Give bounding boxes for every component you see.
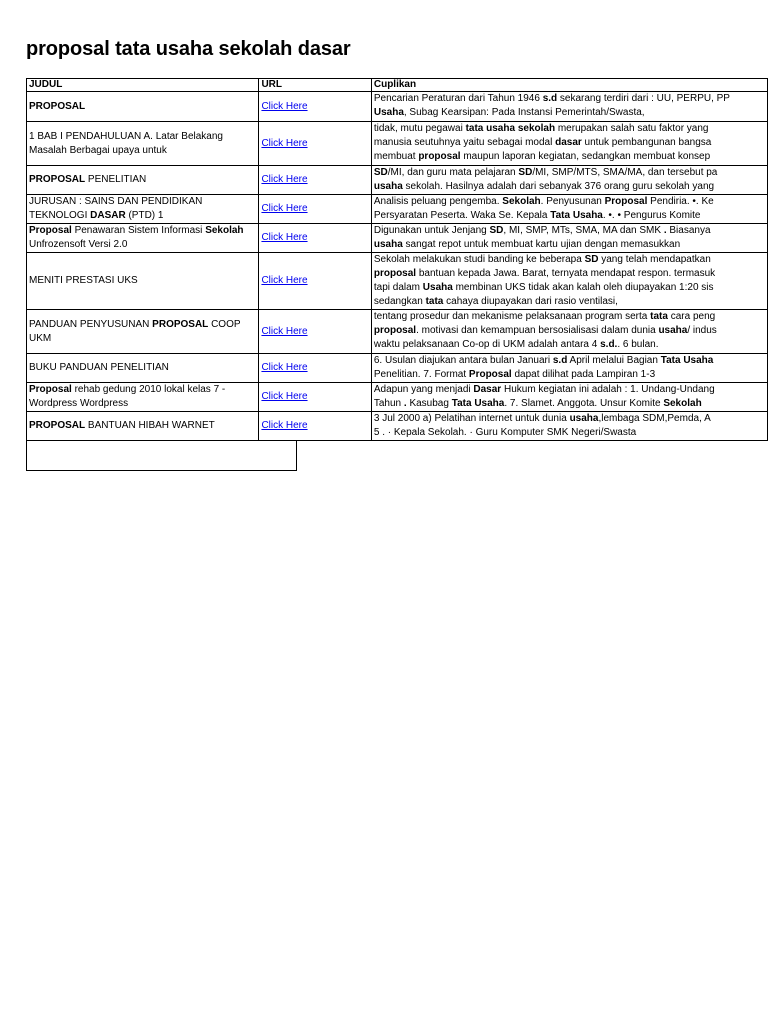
click-here-link[interactable]: Click Here [261,100,308,112]
text-run: Tahun [373,398,404,409]
text-run: Penawaran Sistem Informasi [71,225,206,236]
table-row [27,354,768,383]
click-here-link[interactable]: Click Here [261,325,308,337]
text-run: PANDUAN PENYUSUNAN [29,318,153,330]
text-run: Kasubag [406,398,452,409]
snippet-line [374,224,765,238]
bold-keyword: tata usaha sekolah [465,123,556,134]
bold-keyword: . [403,398,407,409]
text-run: JURUSAN : SAINS DAN PENDIDIKAN TEKNOLOGI [29,196,203,221]
table-row [27,92,768,122]
empty-trailing-cell [26,440,297,471]
text-run: waktu pelaksanaan Co-op di UKM adalah antara 4 [373,339,601,350]
click-here-link[interactable]: Click Here [261,275,308,286]
snippet-line [374,253,765,267]
cell-judul [27,92,259,122]
cell-cuplikan [371,92,767,122]
snippet-line [374,92,765,106]
text-run: BUKU PANDUAN PENELITIAN [29,362,169,373]
text-run: MENITI PRESTASI UKS [29,275,138,286]
text-run: yang telah mendapatkan [598,254,711,265]
cell-judul [27,412,259,441]
header-url: URL [259,79,371,92]
text-run: Pencarian Peraturan dari Tahun 1946 [373,93,543,104]
text-run: Pendiria. •. Ke [647,196,714,207]
bold-keyword: dasar [555,137,582,148]
cell-judul [27,195,259,224]
snippet-line [374,195,765,209]
cell-url [259,383,371,412]
bold-keyword: proposal [373,268,417,279]
page-title: proposal tata usaha sekolah dasar [26,38,351,60]
text-run: 3 Jul 2000 a) Pelatihan internet untuk dunia [373,413,570,424]
bold-keyword: usaha [569,413,599,424]
bold-keyword: Proposal [468,369,512,380]
text-run: . 6 bulan. [617,339,659,350]
bold-keyword: tata [425,296,444,307]
text-run: Unfrozensoft Versi 2.0 [29,239,128,250]
bold-keyword: s.d. [600,339,618,350]
bold-keyword: PROPOSAL [29,420,86,431]
table-row [27,253,768,310]
text-run: sangat repot untuk membuat kartu ujian dengan memasukkan [402,239,681,250]
cell-cuplikan [371,412,767,441]
bold-keyword: s.d [542,93,558,104]
cell-cuplikan [371,253,767,310]
snippet-line [374,310,765,324]
text-run: cara peng [667,311,716,322]
text-run: tidak, mutu pegawai [373,123,466,134]
cell-url [259,412,371,441]
bold-keyword: Proposal [29,225,72,236]
cell-url [259,92,371,122]
bold-keyword: usaha [373,239,403,250]
cell-url [259,310,371,354]
bold-keyword: Proposal [29,384,72,395]
text-run: rehab gedung 2010 lokal kelas 7 - Wordpress Wordpress [29,384,226,409]
bold-keyword: SD [518,167,533,178]
snippet-line [374,136,765,150]
snippet-line [374,166,765,180]
text-run: 1 BAB I PENDAHULUAN A. Latar Belakang Masalah Berbagai upaya untuk [29,130,223,156]
text-run: /MI, dan guru mata pelajaran [387,167,519,178]
text-run: 6. Usulan diajukan antara bulan Januari [373,355,553,366]
table-row [27,310,768,354]
snippet-line [374,354,765,368]
cell-cuplikan [371,195,767,224]
text-run: 5 . · Kepala Sekolah. · Guru Komputer SMK Negeri/Swasta [373,427,637,438]
bold-keyword: Proposal [604,196,648,207]
text-run: membuat [373,151,419,162]
bold-keyword: DASAR [90,210,126,221]
cell-judul [27,354,259,383]
text-run: Persyaratan Peserta. Waka Se. Kepala [373,210,551,221]
text-run: . •. • Pengurus Komite [602,210,701,221]
snippet-line [374,122,765,136]
bold-keyword: . [663,225,667,236]
snippet-line [374,238,765,252]
table-row [27,122,768,166]
bold-keyword: Dasar [473,384,502,395]
snippet-line [374,383,765,397]
snippet-line [374,412,765,426]
text-run: sekolah. Hasilnya adalah dari sebanyak 376 orang guru sekolah yang [402,181,715,192]
cell-judul [27,383,259,412]
cell-cuplikan [371,122,767,166]
click-here-link[interactable]: Click Here [261,232,308,243]
snippet-line [374,426,765,440]
snippet-line [374,324,765,338]
click-here-link[interactable]: Click Here [261,203,308,214]
text-run: sekarang terdiri dari : UU, PERPU, PP [557,93,730,104]
text-run: maupun laporan kegiatan, sedangkan membuat konsep [460,151,711,162]
snippet-line [374,267,765,281]
text-run: BANTUAN HIBAH WARNET [85,420,215,431]
text-run: Sekolah melakukan studi banding ke beberapa [373,254,585,265]
text-run: . Penyusunan [540,196,605,207]
cell-cuplikan [371,354,767,383]
bold-keyword: SD [373,167,388,178]
cell-judul [27,253,259,310]
cell-judul [27,224,259,253]
text-run: dapat dilihat pada Lampiran 1-3 [511,369,656,380]
snippet-line [374,397,765,411]
text-run: , MI, SMP, MTs, SMA, MA dan SMK [503,225,664,236]
cell-judul [27,310,259,354]
header-judul: JUDUL [27,79,259,92]
snippet-line [374,281,765,295]
text-run: untuk pembangunan bangsa [581,137,712,148]
snippet-line [374,180,765,194]
click-here-link[interactable]: Click Here [261,362,308,373]
snippet-line [374,150,765,164]
bold-keyword: Tata Usaha [451,398,505,409]
text-run: Adapun yang menjadi [373,384,474,395]
cell-cuplikan [371,166,767,195]
cell-judul [27,166,259,195]
bold-keyword: SD [584,254,599,265]
table-header-row [27,79,768,92]
text-run: April melalui Bagian [567,355,661,366]
bold-keyword: Tata Usaha [660,355,714,366]
results-table [26,78,768,441]
text-run: Analisis peluang pengemba. [373,196,503,207]
text-run: Digunakan untuk Jenjang [373,225,490,236]
bold-keyword: Tata Usaha [550,210,603,221]
text-run: bantuan kepada Jawa. Barat, ternyata mendapat respon. termasuk [416,268,716,279]
text-run: / indus [687,325,717,336]
bold-keyword: usaha [658,325,688,336]
click-here-link[interactable]: Click Here [261,174,308,185]
table-row [27,166,768,195]
table-row [27,195,768,224]
text-run: . motivasi dan kemampuan bersosialisasi dalam dunia [416,325,659,336]
table-row [27,383,768,412]
bold-keyword: Sekolah [205,225,244,236]
bold-keyword: Usaha [373,107,404,118]
bold-keyword: s.d [552,355,568,366]
text-run: manusia seutuhnya yaitu sebagai modal [373,137,556,148]
text-run: Biasanya [666,225,711,236]
bold-keyword: proposal [418,151,461,162]
cell-url [259,166,371,195]
bold-keyword: usaha [373,181,403,192]
cell-cuplikan [371,310,767,354]
text-run: Penelitian. 7. Format [373,369,469,380]
snippet-line [374,209,765,223]
cell-cuplikan [371,383,767,412]
cell-cuplikan [371,224,767,253]
bold-keyword: SD [489,225,504,236]
text-run: sedangkan [373,296,426,307]
cell-url [259,224,371,253]
text-run: membinan UKS tidak akan kalah oleh diupayakan 1:20 sis [452,282,714,293]
bold-keyword: Sekolah [502,196,541,207]
cell-url [259,195,371,224]
table-row [27,412,768,441]
text-run: COOP UKM [29,318,241,344]
snippet-line [374,338,765,352]
bold-keyword: tata [650,311,668,322]
bold-keyword: Sekolah [663,398,702,409]
cell-url [259,253,371,310]
text-run: . 7. Slamet. Anggota. Unsur Komite [504,398,664,409]
text-run: PENELITIAN [85,174,147,185]
table-row [27,224,768,253]
cell-url [259,354,371,383]
bold-keyword: proposal [373,325,417,336]
bold-keyword: PROPOSAL [29,174,86,185]
text-run: merupakan salah satu faktor yang [555,123,709,134]
cell-judul [27,122,259,166]
text-run: /MI, SMP/MTS, SMA/MA, dan tersebut pa [532,167,718,178]
text-run: Hukum kegiatan ini adalah : 1. Undang-Undang [501,384,715,395]
bold-keyword: Usaha [422,282,453,293]
text-run: (PTD) 1 [125,210,164,221]
text-run: tentang prosedur dan mekanisme pelaksanaan program serta [373,311,651,322]
click-here-link[interactable]: Click Here [261,137,308,149]
text-run: cahaya diupayakan dari rasio ventilasi, [443,296,618,307]
snippet-line [374,295,765,309]
text-run: ,lembaga SDM,Pemda, A [598,413,711,424]
header-cuplikan: Cuplikan [371,79,767,92]
click-here-link[interactable]: Click Here [261,391,308,402]
bold-keyword: PROPOSAL [152,318,209,330]
text-run: tapi dalam [373,282,423,293]
snippet-line [374,368,765,382]
cell-url [259,122,371,166]
text-run: , Subag Kearsipan: Pada Instansi Pemerintah/Swasta, [403,107,645,118]
snippet-line [374,106,765,120]
click-here-link[interactable]: Click Here [261,420,308,431]
bold-keyword: PROPOSAL [29,100,86,112]
